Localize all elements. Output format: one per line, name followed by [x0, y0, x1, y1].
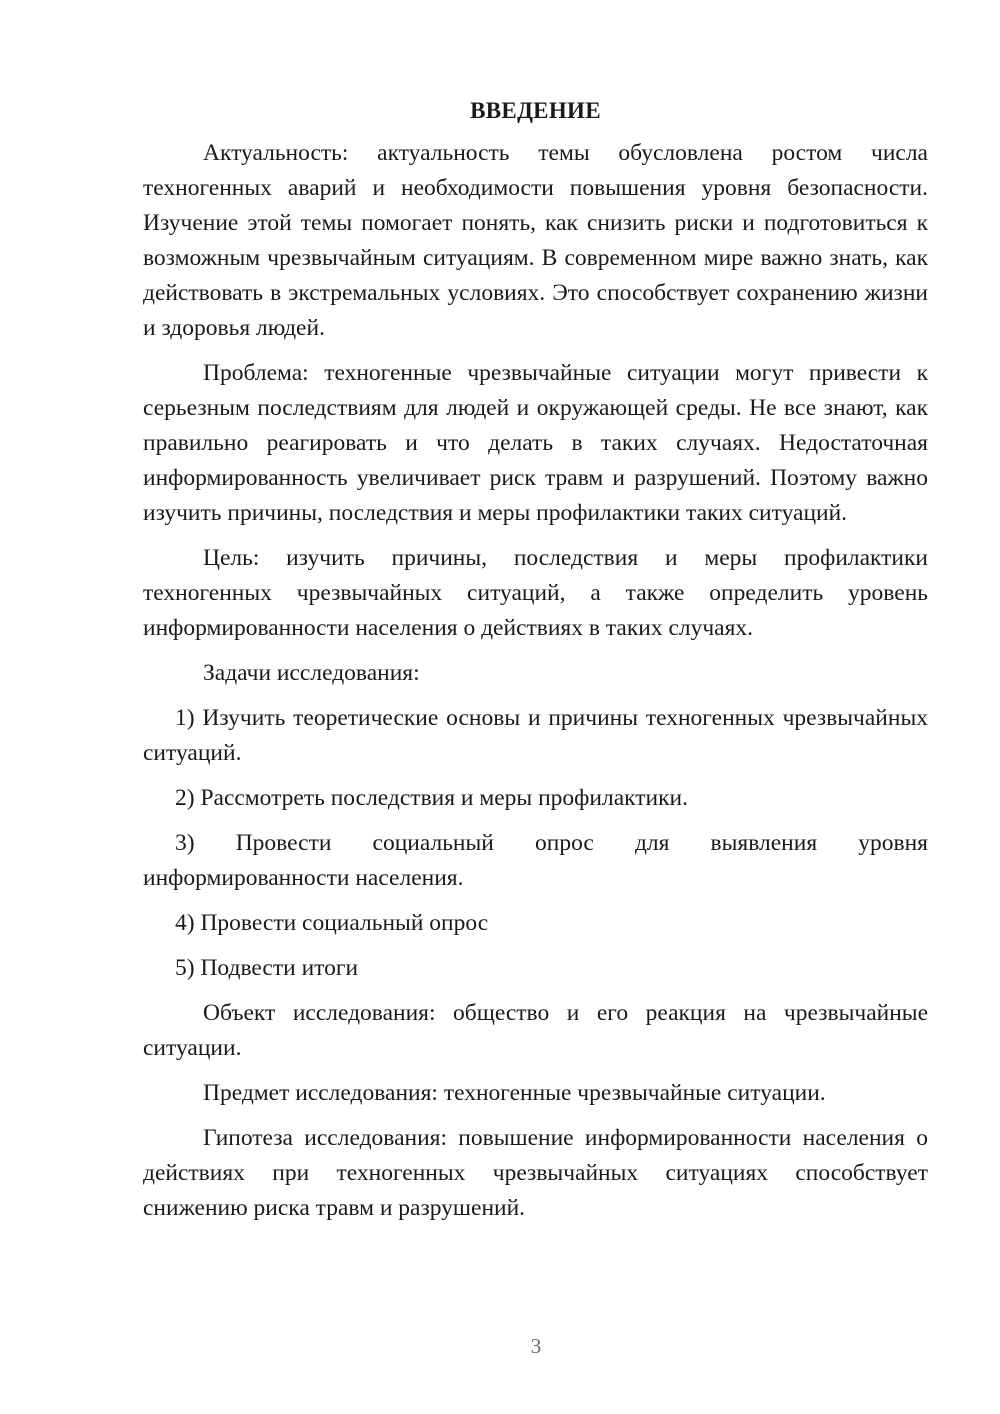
- page-title: ВВЕДЕНИЕ: [470, 98, 601, 123]
- list-item: 2) Рассмотреть последствия и меры профилактики.: [175, 785, 688, 811]
- list-item: 1) Изучить теоретические основы и причины техногенных чрезвычайных ситуаций.: [143, 705, 928, 766]
- list-item: 5) Подвести итоги: [175, 955, 359, 981]
- object-paragraph: Объект исследования: общество и его реакция на чрезвычайные ситуации.: [143, 1000, 928, 1061]
- tasks-list: [143, 701, 928, 986]
- document-body: [143, 96, 928, 1236]
- tasks-heading: Задачи исследования:: [203, 660, 420, 686]
- hypothesis-paragraph: Гипотеза исследования: повышение информированности населения о действиях при техногенных чрезвычайных ситуациях способствует снижению риска травм и разрушений.: [143, 1125, 928, 1221]
- goal-paragraph: Цель: изучить причины, последствия и меры профилактики техногенных чрезвычайных ситуаций, а также определить уровень информированности населения о действиях в таких случаях.: [143, 545, 928, 641]
- page-number: 3: [530, 1334, 542, 1358]
- list-item: 3) Провести социальный опрос для выявления уровня информированности населения.: [143, 830, 928, 891]
- relevance-paragraph: Актуальность: актуальность темы обусловлена ростом числа техногенных аварий и необходимости повышения уровня безопасности. Изучение этой темы помогает понять, как снизить риски и подготовиться к возможным чрезвычайным ситуациям. В современном мире важно знать, как действовать в экстремальных условиях. Это способствует сохранению жизни и здоровья людей.: [143, 140, 928, 341]
- problem-paragraph: Проблема: техногенные чрезвычайные ситуации могут привести к серьезным последствиям для людей и окружающей среды. Не все знают, как правильно реагировать и что делать в таких случаях. Недостаточная информированность увеличивает риск травм и разрушений. Поэтому важно изучить причины, последствия и меры профилактики таких ситуаций.: [143, 360, 928, 526]
- list-item: 4) Провести социальный опрос: [175, 910, 489, 936]
- subject-paragraph: Предмет исследования: техногенные чрезвычайные ситуации.: [203, 1080, 826, 1106]
